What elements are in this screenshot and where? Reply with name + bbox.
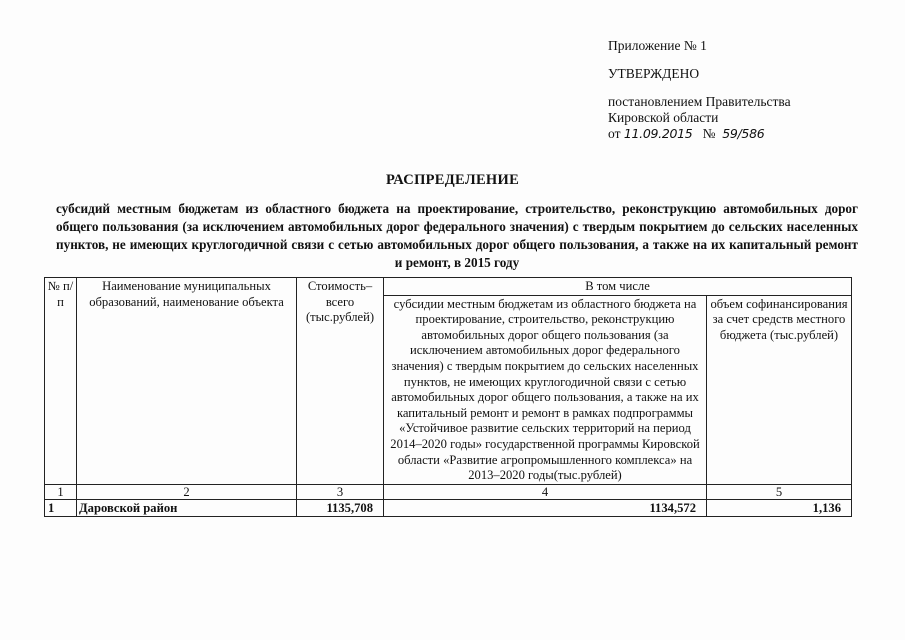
column-number-row	[45, 484, 852, 499]
decree-label: постановлением Правительства Кировской области	[608, 94, 791, 125]
appendix-label: Приложение № 1	[608, 38, 707, 53]
decree-number: 59/586	[722, 126, 765, 141]
column-number: 5	[707, 484, 852, 499]
row-num: 1	[45, 499, 77, 516]
number-prefix: №	[702, 126, 716, 141]
column-number: 4	[384, 484, 707, 499]
column-number: 1	[45, 484, 77, 499]
row-cost: 1135,708	[297, 499, 384, 516]
header-row	[45, 278, 852, 296]
decree-date: 11.09.2015	[623, 126, 693, 141]
approved-label: УТВЕРЖДЕНО	[608, 66, 700, 81]
header-cost: Стоимость–всего (тыс.рублей)	[297, 278, 384, 485]
column-number: 3	[297, 484, 384, 499]
row-name: Даровской район	[77, 499, 297, 516]
date-prefix: от	[608, 126, 621, 141]
header-including: В том числе	[384, 278, 852, 296]
header-num: № п/п	[45, 278, 77, 485]
distribution-table	[44, 277, 852, 517]
table-row	[45, 499, 852, 516]
row-subsidy: 1134,572	[384, 499, 707, 516]
header-subsidy: субсидии местным бюджетам из областного бюджета на проектирование, строительство, реконструкцию автомобильных дорог общего пользования (за исключением автомобильных дорог федерального значения) с твердым покрытием до сельских населенных пунктов, не имеющих круглогодичной связи с сетью автомобильных дорог общего пользования, а также на их капитальный ремонт и ремонт в рамках подпрограммы «Устойчивое развитие сельских территорий на период 2014–2020 годы» государственной программы Кировской области «Развитие агропромышленного комплекса» на 2013–2020 годы(тыс.рублей)	[384, 295, 707, 484]
row-cofinance: 1,136	[707, 499, 852, 516]
header-cofinance: объем софинансирования за счет средств местного бюджета (тыс.рублей)	[707, 295, 852, 484]
header-name: Наименование муниципальных образований, наименование объекта	[77, 278, 297, 485]
column-number: 2	[77, 484, 297, 499]
document-title: РАСПРЕДЕЛЕНИЕ	[385, 172, 520, 188]
document-subtitle: субсидий местным бюджетам из областного бюджета на проектирование, строительство, реконструкцию автомобильных дорог общего пользования (за исключением автомобильных дорог федерального значения) с твердым покрытием до сельских населенных пунктов, не имеющих круглогодичной связи с сетью автомобильных дорог общего пользования, а также на их капитальный ремонт и ремонт, в 2015 году	[56, 201, 858, 270]
decree-date-line	[608, 126, 764, 142]
